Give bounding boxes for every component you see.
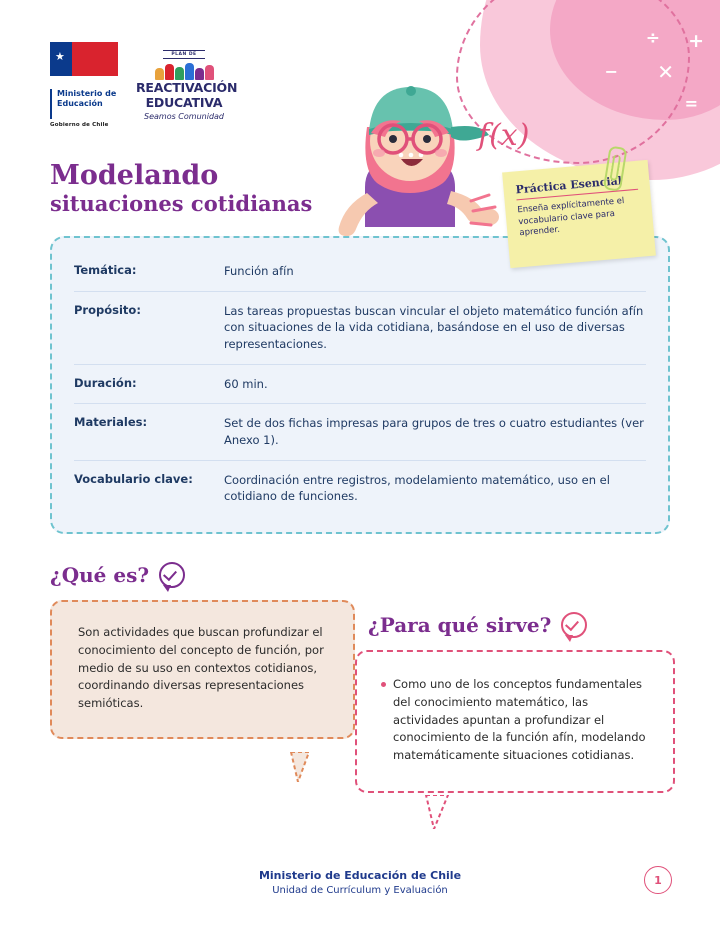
logo-mineduc-line1: Ministerio de: [57, 89, 117, 98]
info-row-value: Set de dos fichas impresas para grupos de tres o cuatro estudiantes (ver Anexo 1).: [224, 416, 644, 448]
para-que-sirve-bubble-tail: [425, 795, 449, 829]
speech-check-icon-pink: [561, 612, 587, 638]
page-title-line1: Modelando: [50, 160, 219, 191]
math-symbol-plus-icon: +: [688, 30, 704, 52]
info-row: [74, 461, 646, 516]
chile-flag-icon: ★: [50, 42, 118, 76]
page-title-line2: situaciones cotidianas: [50, 191, 313, 216]
info-row-label: Vocabulario clave:: [74, 471, 193, 486]
section-heading-que-es: [50, 562, 185, 588]
footer-line2: Unidad de Currículum y Evaluación: [272, 885, 448, 896]
para-que-sirve-bubble: [355, 650, 675, 793]
footer-line1: Ministerio de Educación de Chile: [258, 868, 462, 882]
que-es-text: Son actividades que buscan profundizar el conocimiento del concepto de función, por medio de su uso en contextos cotidianos, coordinando diversas representaciones semióticas.: [78, 625, 324, 711]
page-number-badge: 1: [644, 866, 672, 894]
que-es-bubble-tail: [290, 752, 310, 782]
fx-formula-label: f(x): [478, 118, 530, 153]
plan-subtitle: Seamos Comunidad: [144, 111, 224, 121]
logo-gobierno-de-chile: [50, 42, 118, 129]
section-heading-para-que-sirve-label: ¿Para qué sirve?: [368, 613, 552, 637]
info-row: [74, 404, 646, 460]
page-title: [50, 162, 312, 216]
info-row-value: 60 min.: [224, 376, 268, 391]
header-logos: [50, 42, 238, 129]
list-item: Como uno de los conceptos fundamentales del conocimiento matemático, las actividades apuntan a profundizar el conocimiento de la función afín, modelando matemáticamente situaciones cotidianas.: [381, 676, 649, 765]
lesson-info-card: [50, 236, 670, 534]
info-row-value: Las tareas propuestas buscan vincular el objeto matemático función afín con situaciones de la vida cotidiana, basándose en el uso de diversas representaciones.: [224, 303, 644, 352]
info-row-label: Propósito:: [74, 302, 141, 317]
info-row-label: Duración:: [74, 375, 137, 390]
plan-top-label: PLAN DE: [163, 50, 205, 59]
que-es-bubble: [50, 600, 355, 739]
sticky-note-title: Práctica Esencial: [515, 173, 638, 201]
logo-plan-reactivacion: [136, 50, 238, 121]
logo-mineduc-text: [57, 89, 116, 109]
info-row-value: Coordinación entre registros, modelamiento matemático, uso en el cotidiano de funciones.: [224, 472, 610, 504]
math-symbol-minus-icon: −: [604, 62, 618, 81]
student-character-illustration: [305, 55, 515, 255]
info-row-label: Materiales:: [74, 415, 148, 430]
footer: [0, 868, 720, 899]
plan-title-line2: EDUCATIVA: [145, 94, 223, 110]
para-que-sirve-list: [381, 676, 649, 765]
info-row-label: Temática:: [74, 263, 137, 277]
info-row: [74, 365, 646, 405]
logo-mineduc-line2: Educación: [57, 99, 103, 108]
section-heading-que-es-label: ¿Qué es?: [50, 563, 150, 587]
logo-gob-caption: Gobierno de Chile: [50, 122, 109, 128]
info-row: [74, 292, 646, 365]
info-row-value: Función afín: [224, 264, 294, 278]
hands-icon: [136, 62, 232, 80]
math-symbol-equals-icon: =: [684, 94, 698, 113]
math-symbol-divide-icon: ÷: [645, 28, 660, 48]
speech-check-icon: [159, 562, 185, 588]
sticky-note-practica-esencial: [502, 160, 656, 268]
math-symbol-times-icon: ✕: [657, 60, 674, 84]
sticky-note-body: Enseña explícitamente el vocabulario clave para aprender.: [517, 196, 625, 239]
section-heading-para-que-sirve: [368, 612, 587, 638]
plan-title-line1: REACTIVACIÓN: [136, 80, 238, 96]
